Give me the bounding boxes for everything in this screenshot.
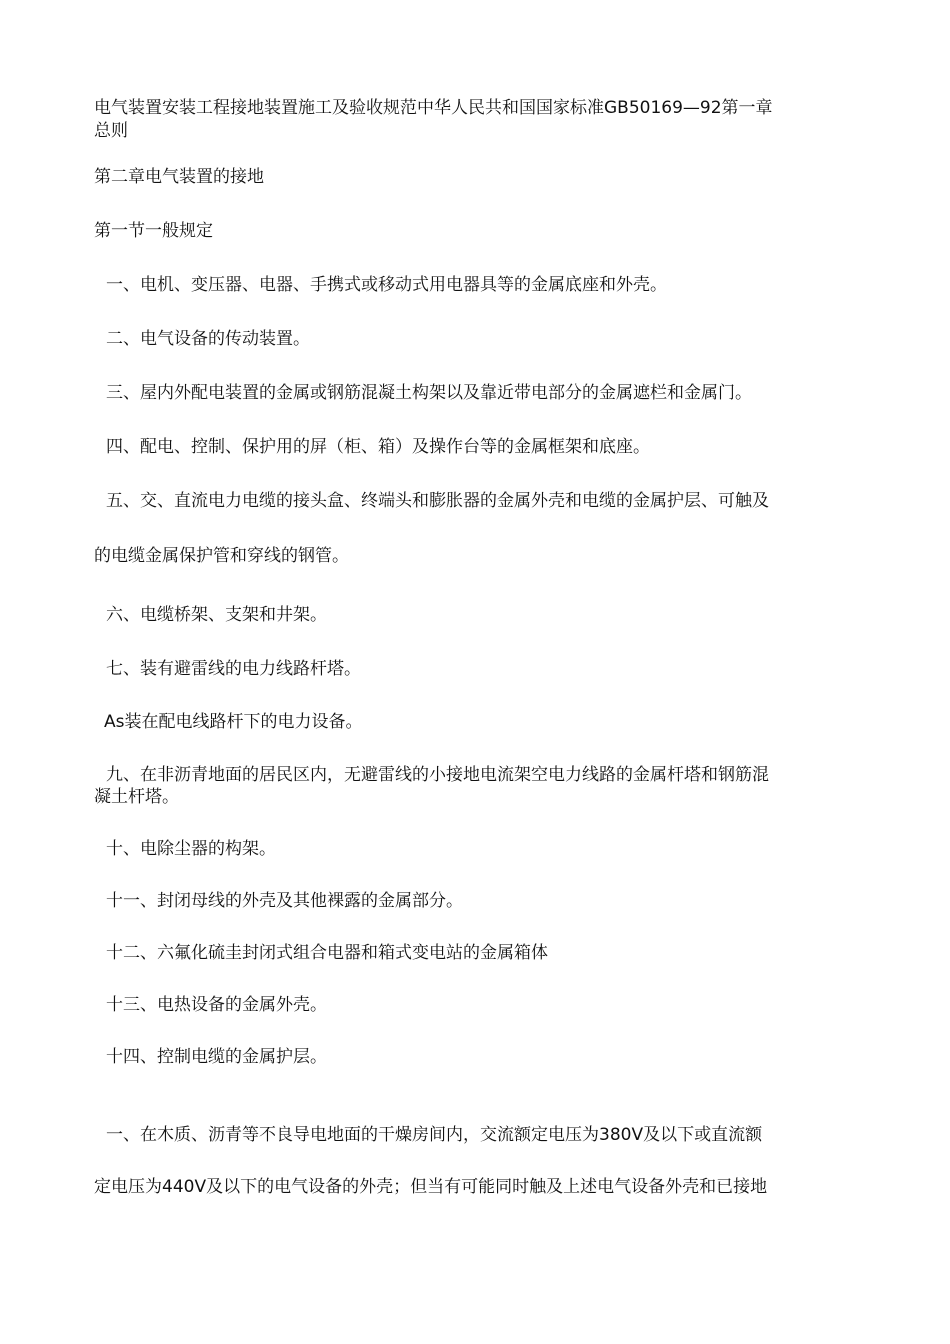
list-item: As装在配电线路杆下的电力设备。 [104, 712, 363, 732]
paragraph-line: 一、在木质、沥青等不良导电地面的干燥房间内，交流额定电压为380V及以下或直流额 [106, 1125, 763, 1145]
paragraph-line: 定电压为440V及以下的电气设备的外壳；但当有可能同时触及上述电气设备外壳和已接地 [94, 1177, 768, 1197]
list-item: 九、在非沥青地面的居民区内，无避雷线的小接地电流架空电力线路的金属杆塔和钢筋混 [106, 765, 769, 785]
list-item: 五、交、直流电力电缆的接头盒、终端头和膨胀器的金属外壳和电缆的金属护层、可触及 [106, 491, 769, 511]
list-item: 十四、控制电缆的金属护层。 [106, 1047, 327, 1067]
list-item-continued: 的电缆金属保护管和穿线的钢管。 [94, 546, 349, 566]
list-item: 三、屋内外配电装置的金属或钢筋混凝土构架以及靠近带电部分的金属遮栏和金属门。 [106, 383, 752, 403]
list-item: 七、装有避雷线的电力线路杆塔。 [106, 659, 361, 679]
list-item: 十一、封闭母线的外壳及其他裸露的金属部分。 [106, 891, 463, 911]
document-title: 电气装置安装工程接地装置施工及验收规范中华人民共和国国家标准GB50169—92第一章 [94, 98, 773, 118]
list-item: 十三、电热设备的金属外壳。 [106, 995, 327, 1015]
list-item: 四、配电、控制、保护用的屏（柜、箱）及操作台等的金属框架和底座。 [106, 437, 650, 457]
list-item-continued: 凝土杆塔。 [94, 787, 179, 807]
list-item: 十二、六氟化硫圭封闭式组合电器和箱式变电站的金属箱体 [106, 943, 548, 963]
section-heading: 第一节一般规定 [94, 221, 213, 241]
document-title-continued: 总则 [94, 121, 128, 141]
list-item: 十、电除尘器的构架。 [106, 839, 276, 859]
list-item: 一、电机、变压器、电器、手携式或移动式用电器具等的金属底座和外壳。 [106, 275, 667, 295]
chapter-heading: 第二章电气装置的接地 [94, 167, 264, 187]
list-item: 二、电气设备的传动装置。 [106, 329, 310, 349]
list-item: 六、电缆桥架、支架和井架。 [106, 605, 327, 625]
